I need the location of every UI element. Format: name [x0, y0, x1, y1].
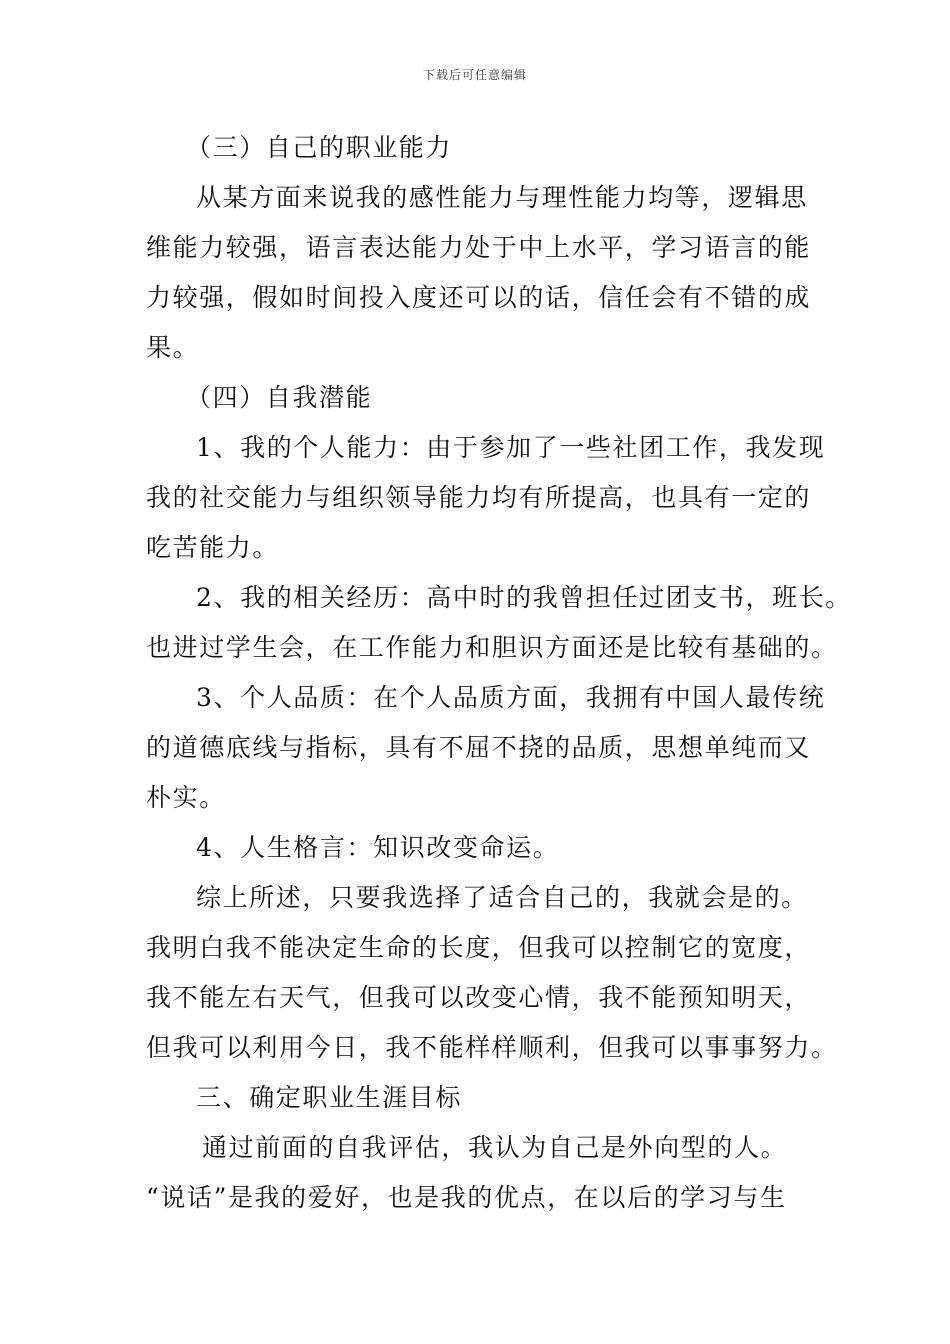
paragraph-line: 通过前面的自我评估，我认为自己是外向型的人。 [202, 1133, 788, 1162]
paragraph-line: 1、我的个人能力：由于参加了一些社团工作，我发现 [196, 433, 826, 462]
paragraph-line: 吃苦能力。 [146, 533, 280, 562]
paragraph-line: 3、个人品质：在个人品质方面，我拥有中国人最传统 [196, 683, 826, 712]
paragraph-line: 朴实。 [146, 783, 226, 812]
paragraph-line: 维能力较强，语言表达能力处于中上水平，学习语言的能 [146, 233, 812, 262]
paragraph-line: 从某方面来说我的感性能力与理性能力均等，逻辑思 [196, 183, 808, 212]
section-heading: 三、确定职业生涯目标 [196, 1083, 463, 1112]
paragraph-line: 果。 [146, 333, 200, 362]
paragraph-line: 我明白我不能决定生命的长度，但我可以控制它的宽度， [146, 933, 812, 962]
paragraph-line: 综上所述，只要我选择了适合自己的，我就会是的。 [196, 883, 808, 912]
paragraph-line: 但我可以利用今日，我不能样样顺利，但我可以事事努力。 [146, 1033, 838, 1062]
paragraph-line: 我的社交能力与组织领导能力均有所提高，也具有一定的 [146, 483, 812, 512]
paragraph-line: “说话”是我的爱好，也是我的优点，在以后的学习与生 [146, 1183, 787, 1212]
paragraph-line: 也进过学生会，在工作能力和胆识方面还是比较有基础的。 [146, 633, 838, 662]
paragraph-line: 4、人生格言：知识改变命运。 [196, 833, 560, 862]
paragraph-line: 力较强，假如时间投入度还可以的话，信任会有不错的成 [146, 283, 812, 312]
paragraph-line: 的道德底线与指标，具有不屈不挠的品质，思想单纯而又 [146, 733, 812, 762]
section-heading: （四）自我潜能 [186, 383, 373, 412]
paragraph-line: 我不能左右天气，但我可以改变心情，我不能预知明天， [146, 983, 812, 1012]
paragraph-line: 2、我的相关经历：高中时的我曾担任过团支书，班长。 [196, 583, 852, 612]
page-header: 下载后可任意编辑 [422, 68, 527, 82]
section-heading: （三）自己的职业能力 [186, 133, 453, 162]
